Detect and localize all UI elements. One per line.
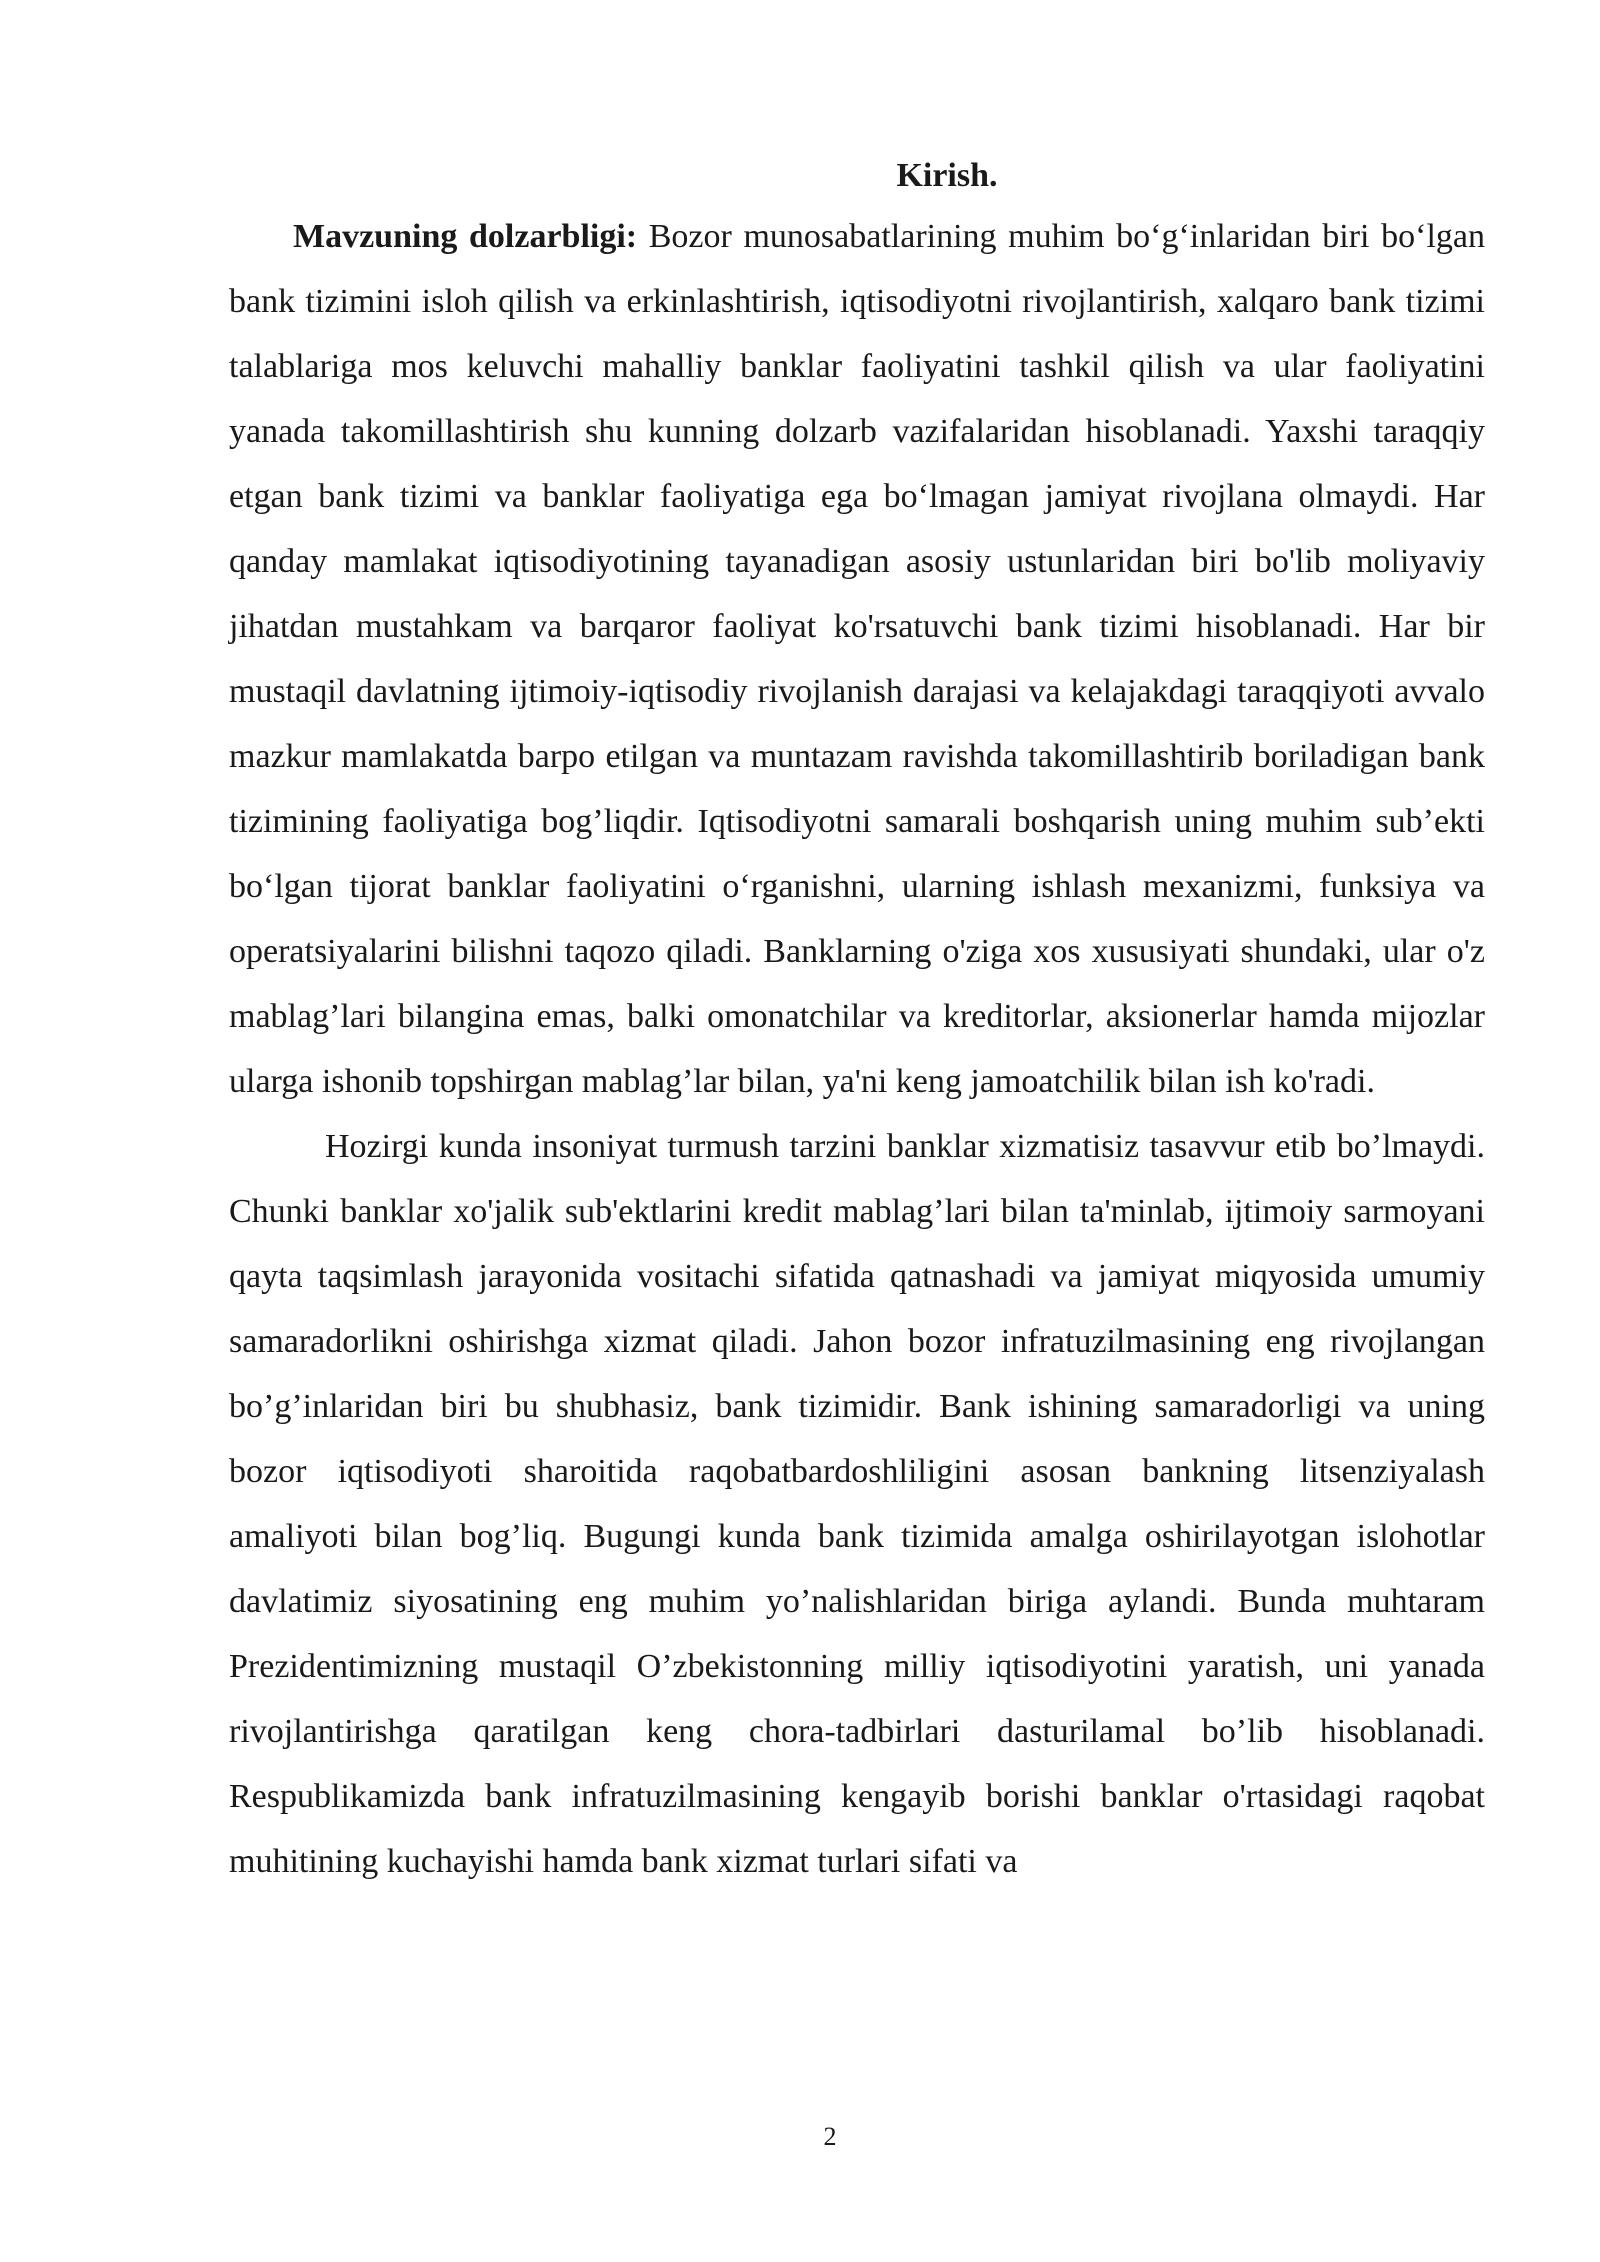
paragraph-banking: Hozirgi kunda insoniyat turmush tarzini banklar xizmatisiz tasavvur etib bo’lmaydi. Chunki banklar xo'jalik sub'ektlarini kredit mablag’lari bilan ta'minlab, ijtimoiy sarmoyani qayta taqsimlash jarayonida vositachi sifatida qatnashadi va jamiyat miqyosida umumiy samaradorlikni oshirishga xizmat qiladi. Jahon bozor infratuzilmasining eng rivojlangan bo’g’inlaridan biri bu shubhasiz, bank tizimidir. Bank ishining samaradorligi va uning bozor iqtisodiyoti sharoitida raqobatbardoshliligini asosan bankning litsenziyalash amaliyoti bilan bog’liq. Bugungi kunda bank tizimida amalga oshirilayotgan islohotlar davlatimiz siyosatining eng muhim yo’nalishlaridan biriga aylandi. Bunda muhtaram Prezidentimizning mustaqil O’zbekistonning milliy iqtisodiyotini yaratish, uni yanada rivojlantirishga qaratilgan keng chora-tadbirlari dasturilamal bo’lib hisoblanadi. Respublikamizda bank infratuzilmasining kengayib borishi banklar o'rtasidagi raqobat muhitining kuchayishi hamda bank xizmat turlari sifati va: [229, 1128, 1485, 1880]
section-title: Kirish.: [896, 157, 998, 194]
document-body: [229, 148, 1485, 1894]
paragraph-relevance: [229, 204, 1485, 1114]
page-number: 2: [823, 2122, 837, 2151]
paragraph-relevance-text: Bozor munosabatlarining muhim bo‘g‘inlaridan biri bo‘lgan bank tizimini isloh qilish va erkinlashtirish, iqtisodiyotni rivojlantirish, xalqaro bank tizimi talablariga mos keluvchi mahalliy banklar faoliyatini tashkil qilish va ular faoliyatini yanada takomillashtirish shu kunning dolzarb vazifalaridan hisoblanadi. Yaxshi taraqqiy etgan bank tizimi va banklar faoliyatiga ega bo‘lmagan jamiyat rivojlana olmaydi. Har qanday mamlakat iqtisodiyotining tayanadigan asosiy ustunlaridan biri bo'lib moliyaviy jihatdan mustahkam va barqaror faoliyat ko'rsatuvchi bank tizimi hisoblanadi. Har bir mustaqil davlatning ijtimoiy-iqtisodiy rivojlanish darajasi va kelajakdagi taraqqiyoti avvalo mazkur mamlakatda barpo etilgan va muntazam ravishda takomillashtirib boriladigan bank tizimining faoliyatiga bog’liqdir. Iqtisodiyotni samarali boshqarish uning muhim sub’ekti bo‘lgan tijorat banklar faoliyatini o‘rganishni, ularning ishlash mexanizmi, funksiya va operatsiyalarini bilishni taqozo qiladi. Banklarning o'ziga xos xususiyati shundaki, ular o'z mablag’lari bilangina emas, balki omonatchilar va kreditorlar, aksionerlar hamda mijozlar ularga ishonib topshirgan mablag’lar bilan, ya'ni keng jamoatchilik bilan ish ko'radi.: [229, 218, 1485, 1100]
paragraph-lead: Mavzuning dolzarbligi:: [293, 218, 638, 255]
